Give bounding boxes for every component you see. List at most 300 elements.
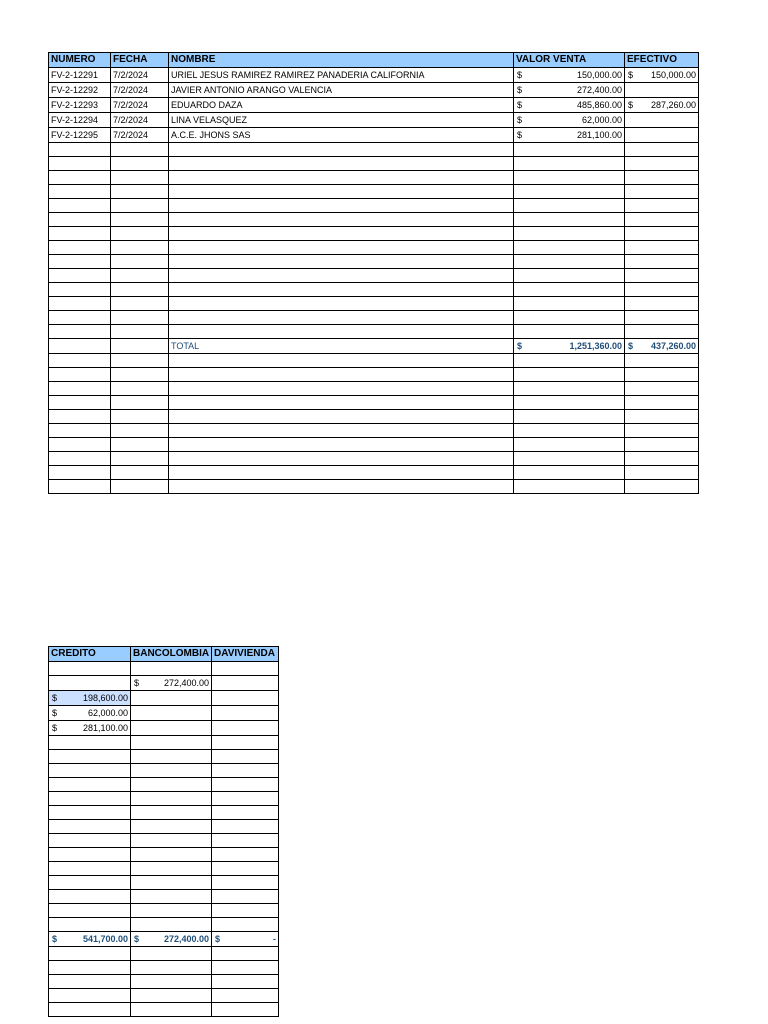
empty-row — [49, 975, 279, 989]
empty-cell[interactable] — [111, 480, 169, 494]
empty-cell[interactable] — [514, 255, 625, 269]
empty-cell[interactable] — [514, 269, 625, 283]
empty-row — [49, 199, 699, 213]
amount-value: 62,000.00 — [87, 708, 128, 718]
currency-symbol: $ — [628, 100, 634, 110]
empty-cell[interactable] — [131, 947, 212, 961]
empty-row — [49, 396, 699, 410]
bancolombia-cell[interactable] — [131, 706, 212, 721]
empty-cell[interactable] — [514, 480, 625, 494]
empty-cell[interactable] — [49, 255, 111, 269]
empty-cell[interactable] — [625, 325, 699, 339]
empty-cell[interactable] — [131, 862, 212, 876]
empty-cell[interactable] — [514, 241, 625, 255]
empty-cell[interactable] — [49, 297, 111, 311]
empty-cell[interactable] — [169, 396, 514, 410]
empty-cell[interactable] — [212, 848, 279, 862]
empty-cell[interactable] — [169, 143, 514, 157]
empty-row — [49, 241, 699, 255]
currency-symbol: $ — [52, 708, 58, 718]
empty-cell[interactable] — [212, 764, 279, 778]
header-davivienda[interactable]: DAVIVIENDA — [212, 647, 279, 662]
empty-cell[interactable] — [49, 241, 111, 255]
empty-cell[interactable] — [625, 311, 699, 325]
valor-venta-cell[interactable] — [514, 113, 625, 128]
numero-cell[interactable]: FV-2-12291 — [49, 68, 111, 83]
total-label[interactable]: TOTAL — [169, 339, 514, 354]
empty-cell[interactable] — [625, 452, 699, 466]
empty-cell[interactable] — [49, 269, 111, 283]
empty-cell[interactable] — [169, 368, 514, 382]
empty-row — [49, 283, 699, 297]
header-credito[interactable]: CREDITO — [49, 647, 131, 662]
empty-cell[interactable] — [169, 269, 514, 283]
amount-value: 272,400.00 — [163, 934, 209, 944]
amount-value: 485,860.00 — [576, 100, 622, 110]
empty-row — [49, 806, 279, 820]
header-nombre[interactable]: NOMBRE — [169, 53, 514, 68]
empty-cell[interactable] — [49, 466, 111, 480]
nombre-cell[interactable]: JAVIER ANTONIO ARANGO VALENCIA — [169, 83, 514, 98]
amount-value: 281,100.00 — [576, 130, 622, 140]
empty-cell[interactable] — [169, 382, 514, 396]
empty-row — [49, 452, 699, 466]
credito-cell[interactable] — [49, 706, 131, 721]
amount-value: 272,400.00 — [163, 678, 209, 688]
empty-cell[interactable] — [212, 736, 279, 750]
table-row — [49, 68, 699, 83]
empty-cell[interactable] — [111, 382, 169, 396]
empty-cell[interactable] — [49, 382, 111, 396]
currency-symbol: $ — [517, 130, 523, 140]
efectivo-cell[interactable] — [625, 83, 699, 98]
empty-cell[interactable] — [514, 227, 625, 241]
empty-cell[interactable] — [212, 834, 279, 848]
empty-cell[interactable] — [49, 424, 111, 438]
empty-cell[interactable] — [49, 736, 131, 750]
empty-cell[interactable] — [625, 199, 699, 213]
credito-cell[interactable] — [49, 721, 131, 736]
empty-cell[interactable] — [169, 410, 514, 424]
empty-row — [49, 325, 699, 339]
currency-symbol: $ — [52, 723, 58, 733]
empty-cell[interactable] — [625, 283, 699, 297]
empty-cell[interactable] — [111, 157, 169, 171]
empty-cell[interactable] — [169, 311, 514, 325]
bancolombia-cell[interactable] — [131, 676, 212, 691]
empty-cell[interactable] — [625, 241, 699, 255]
empty-cell[interactable] — [514, 157, 625, 171]
numero-cell[interactable]: FV-2-12293 — [49, 98, 111, 113]
empty-row — [49, 382, 699, 396]
empty-cell[interactable] — [514, 396, 625, 410]
numero-cell[interactable]: FV-2-12292 — [49, 83, 111, 98]
empty-cell[interactable] — [212, 662, 279, 676]
davivienda-cell[interactable] — [212, 706, 279, 721]
currency-symbol: $ — [628, 70, 634, 80]
empty-row — [49, 947, 279, 961]
sales-table — [48, 52, 699, 494]
empty-cell[interactable] — [49, 185, 111, 199]
amount-value: 150,000.00 — [576, 70, 622, 80]
header-numero[interactable]: NUMERO — [49, 53, 111, 68]
empty-cell[interactable] — [111, 241, 169, 255]
empty-cell[interactable] — [49, 283, 111, 297]
empty-cell[interactable] — [49, 834, 131, 848]
empty-cell[interactable] — [625, 480, 699, 494]
empty-cell[interactable] — [49, 1003, 131, 1017]
empty-cell[interactable] — [49, 764, 131, 778]
empty-cell[interactable] — [169, 438, 514, 452]
empty-cell[interactable] — [169, 227, 514, 241]
empty-row — [49, 255, 699, 269]
empty-cell[interactable] — [131, 989, 212, 1003]
empty-row — [49, 736, 279, 750]
empty-cell[interactable] — [169, 157, 514, 171]
payments-table — [48, 646, 279, 1017]
empty-cell[interactable] — [212, 1003, 279, 1017]
amount-value: 62,000.00 — [581, 115, 622, 125]
empty-cell[interactable] — [625, 213, 699, 227]
empty-cell[interactable] — [111, 354, 169, 368]
numero-cell[interactable]: FV-2-12295 — [49, 128, 111, 143]
header-bancolombia[interactable]: BANCOLOMBIA — [131, 647, 212, 662]
empty-cell[interactable] — [514, 410, 625, 424]
empty-row — [49, 904, 279, 918]
empty-cell[interactable] — [169, 480, 514, 494]
efectivo-cell[interactable] — [625, 113, 699, 128]
table-row — [49, 83, 699, 98]
empty-cell[interactable] — [49, 438, 111, 452]
amount-value: 272,400.00 — [576, 85, 622, 95]
empty-cell[interactable] — [111, 466, 169, 480]
empty-row — [49, 764, 279, 778]
empty-cell[interactable] — [111, 255, 169, 269]
empty-cell[interactable] — [111, 171, 169, 185]
empty-cell[interactable] — [514, 185, 625, 199]
empty-cell[interactable] — [131, 662, 212, 676]
empty-cell[interactable] — [111, 325, 169, 339]
efectivo-cell[interactable] — [625, 68, 699, 83]
empty-cell[interactable] — [131, 834, 212, 848]
valor-venta-cell[interactable] — [514, 98, 625, 113]
currency-symbol: $ — [517, 341, 523, 351]
empty-cell[interactable] — [49, 662, 131, 676]
empty-cell[interactable] — [111, 339, 169, 354]
empty-cell[interactable] — [169, 452, 514, 466]
empty-cell[interactable] — [111, 438, 169, 452]
empty-cell[interactable] — [131, 806, 212, 820]
empty-cell[interactable] — [212, 806, 279, 820]
empty-row — [49, 171, 699, 185]
empty-cell[interactable] — [131, 890, 212, 904]
empty-cell[interactable] — [49, 480, 111, 494]
empty-cell[interactable] — [212, 750, 279, 764]
nombre-cell[interactable]: A.C.E. JHONS SAS — [169, 128, 514, 143]
currency-symbol: $ — [517, 85, 523, 95]
empty-cell[interactable] — [212, 975, 279, 989]
empty-cell[interactable] — [111, 424, 169, 438]
empty-cell[interactable] — [111, 297, 169, 311]
empty-cell[interactable] — [111, 410, 169, 424]
empty-cell[interactable] — [212, 989, 279, 1003]
empty-row — [49, 466, 699, 480]
payments-header-row — [49, 647, 279, 662]
empty-cell[interactable] — [514, 466, 625, 480]
empty-cell[interactable] — [131, 975, 212, 989]
empty-cell[interactable] — [212, 918, 279, 932]
empty-cell[interactable] — [111, 283, 169, 297]
empty-cell[interactable] — [625, 227, 699, 241]
currency-symbol: $ — [215, 934, 221, 944]
credito-cell[interactable] — [49, 676, 131, 691]
empty-cell[interactable] — [169, 466, 514, 480]
empty-cell[interactable] — [625, 382, 699, 396]
empty-cell[interactable] — [169, 255, 514, 269]
currency-symbol: $ — [517, 100, 523, 110]
empty-cell[interactable] — [514, 297, 625, 311]
empty-cell[interactable] — [212, 778, 279, 792]
empty-cell[interactable] — [111, 396, 169, 410]
empty-cell[interactable] — [514, 325, 625, 339]
empty-cell[interactable] — [212, 961, 279, 975]
empty-cell[interactable] — [111, 269, 169, 283]
empty-cell[interactable] — [514, 424, 625, 438]
currency-symbol: $ — [134, 934, 140, 944]
empty-cell[interactable] — [169, 199, 514, 213]
empty-cell[interactable] — [625, 297, 699, 311]
credito-cell[interactable] — [49, 691, 131, 706]
empty-cell[interactable] — [49, 157, 111, 171]
empty-cell[interactable] — [49, 806, 131, 820]
empty-cell[interactable] — [625, 171, 699, 185]
table-row — [49, 721, 279, 736]
empty-cell[interactable] — [169, 241, 514, 255]
empty-cell[interactable] — [111, 199, 169, 213]
empty-cell[interactable] — [514, 283, 625, 297]
empty-row — [49, 354, 699, 368]
empty-cell[interactable] — [625, 157, 699, 171]
empty-cell[interactable] — [625, 368, 699, 382]
empty-row — [49, 876, 279, 890]
empty-cell[interactable] — [131, 820, 212, 834]
empty-cell[interactable] — [625, 396, 699, 410]
empty-cell[interactable] — [212, 820, 279, 834]
empty-cell[interactable] — [49, 199, 111, 213]
empty-cell[interactable] — [169, 185, 514, 199]
empty-row — [49, 269, 699, 283]
empty-cell[interactable] — [625, 466, 699, 480]
nombre-cell[interactable]: LINA VELASQUEZ — [169, 113, 514, 128]
empty-cell[interactable] — [49, 452, 111, 466]
empty-row — [49, 297, 699, 311]
header-valor-venta[interactable]: VALOR VENTA — [514, 53, 625, 68]
empty-cell[interactable] — [514, 143, 625, 157]
empty-cell[interactable] — [111, 368, 169, 382]
empty-cell[interactable] — [514, 382, 625, 396]
total-davivienda[interactable] — [212, 932, 279, 947]
payments-total-row — [49, 932, 279, 947]
fecha-cell[interactable]: 7/2/2024 — [111, 98, 169, 113]
nombre-cell[interactable]: EDUARDO DAZA — [169, 98, 514, 113]
empty-cell[interactable] — [49, 778, 131, 792]
empty-row — [49, 778, 279, 792]
empty-cell[interactable] — [212, 890, 279, 904]
empty-cell[interactable] — [212, 792, 279, 806]
davivienda-cell[interactable] — [212, 691, 279, 706]
empty-cell[interactable] — [49, 227, 111, 241]
total-efectivo[interactable] — [625, 339, 699, 354]
header-fecha[interactable]: FECHA — [111, 53, 169, 68]
empty-cell[interactable] — [111, 185, 169, 199]
total-bancolombia[interactable] — [131, 932, 212, 947]
empty-cell[interactable] — [49, 918, 131, 932]
fecha-cell[interactable]: 7/2/2024 — [111, 113, 169, 128]
empty-cell[interactable] — [625, 143, 699, 157]
empty-cell[interactable] — [49, 975, 131, 989]
empty-cell[interactable] — [169, 213, 514, 227]
fecha-cell[interactable]: 7/2/2024 — [111, 68, 169, 83]
table-row — [49, 691, 279, 706]
efectivo-cell[interactable] — [625, 98, 699, 113]
empty-cell[interactable] — [49, 820, 131, 834]
empty-cell[interactable] — [625, 255, 699, 269]
empty-cell[interactable] — [49, 876, 131, 890]
empty-cell[interactable] — [212, 904, 279, 918]
total-valor-venta[interactable] — [514, 339, 625, 354]
empty-cell[interactable] — [131, 736, 212, 750]
empty-cell[interactable] — [111, 311, 169, 325]
empty-cell[interactable] — [49, 213, 111, 227]
empty-cell[interactable] — [49, 947, 131, 961]
empty-row — [49, 157, 699, 171]
empty-cell[interactable] — [111, 143, 169, 157]
empty-cell[interactable] — [212, 876, 279, 890]
numero-cell[interactable]: FV-2-12294 — [49, 113, 111, 128]
empty-cell[interactable] — [514, 452, 625, 466]
empty-row — [49, 662, 279, 676]
empty-cell[interactable] — [212, 862, 279, 876]
empty-cell[interactable] — [625, 185, 699, 199]
empty-cell[interactable] — [625, 424, 699, 438]
empty-row — [49, 213, 699, 227]
empty-cell[interactable] — [131, 904, 212, 918]
empty-cell[interactable] — [514, 368, 625, 382]
empty-cell[interactable] — [49, 890, 131, 904]
empty-row — [49, 311, 699, 325]
empty-cell[interactable] — [49, 862, 131, 876]
valor-venta-cell[interactable] — [514, 83, 625, 98]
fecha-cell[interactable]: 7/2/2024 — [111, 83, 169, 98]
currency-symbol: $ — [517, 70, 523, 80]
empty-row — [49, 820, 279, 834]
empty-cell[interactable] — [49, 311, 111, 325]
empty-cell[interactable] — [49, 792, 131, 806]
davivienda-cell[interactable] — [212, 676, 279, 691]
empty-cell[interactable] — [49, 339, 111, 354]
empty-cell[interactable] — [131, 764, 212, 778]
empty-cell[interactable] — [49, 368, 111, 382]
empty-cell[interactable] — [111, 213, 169, 227]
currency-symbol: $ — [52, 934, 58, 944]
empty-row — [49, 1003, 279, 1017]
empty-cell[interactable] — [49, 143, 111, 157]
currency-symbol: $ — [628, 341, 634, 351]
sales-header-row — [49, 53, 699, 68]
currency-symbol: $ — [517, 115, 523, 125]
nombre-cell[interactable]: URIEL JESUS RAMIREZ RAMIREZ PANADERIA CALIFORNIA — [169, 68, 514, 83]
empty-row — [49, 989, 279, 1003]
empty-cell[interactable] — [514, 171, 625, 185]
header-efectivo[interactable]: EFECTIVO — [625, 53, 699, 68]
empty-cell[interactable] — [49, 171, 111, 185]
empty-row — [49, 848, 279, 862]
empty-cell[interactable] — [169, 297, 514, 311]
empty-cell[interactable] — [49, 848, 131, 862]
empty-cell[interactable] — [131, 848, 212, 862]
empty-cell[interactable] — [131, 918, 212, 932]
empty-cell[interactable] — [49, 904, 131, 918]
empty-cell[interactable] — [625, 410, 699, 424]
empty-cell[interactable] — [131, 961, 212, 975]
empty-row — [49, 750, 279, 764]
bancolombia-cell[interactable] — [131, 691, 212, 706]
empty-cell[interactable] — [625, 269, 699, 283]
empty-cell[interactable] — [49, 750, 131, 764]
currency-symbol: $ — [134, 678, 140, 688]
empty-cell[interactable] — [111, 227, 169, 241]
empty-cell[interactable] — [49, 325, 111, 339]
empty-cell[interactable] — [131, 876, 212, 890]
total-credito[interactable] — [49, 932, 131, 947]
empty-cell[interactable] — [49, 961, 131, 975]
empty-cell[interactable] — [111, 452, 169, 466]
empty-cell[interactable] — [212, 947, 279, 961]
davivienda-cell[interactable] — [212, 721, 279, 736]
empty-cell[interactable] — [49, 410, 111, 424]
empty-cell[interactable] — [131, 1003, 212, 1017]
efectivo-cell[interactable] — [625, 128, 699, 143]
empty-cell[interactable] — [625, 354, 699, 368]
empty-cell[interactable] — [169, 424, 514, 438]
empty-cell[interactable] — [49, 354, 111, 368]
empty-cell[interactable] — [625, 438, 699, 452]
amount-value: 281,100.00 — [82, 723, 128, 733]
empty-cell[interactable] — [514, 311, 625, 325]
empty-cell[interactable] — [169, 325, 514, 339]
empty-cell[interactable] — [514, 213, 625, 227]
empty-cell[interactable] — [169, 283, 514, 297]
table-row — [49, 706, 279, 721]
empty-cell[interactable] — [169, 171, 514, 185]
empty-cell[interactable] — [514, 438, 625, 452]
empty-cell[interactable] — [169, 354, 514, 368]
table-row — [49, 128, 699, 143]
empty-cell[interactable] — [131, 792, 212, 806]
table-row — [49, 98, 699, 113]
valor-venta-cell[interactable] — [514, 128, 625, 143]
empty-cell[interactable] — [131, 750, 212, 764]
empty-cell[interactable] — [131, 778, 212, 792]
empty-cell[interactable] — [514, 199, 625, 213]
fecha-cell[interactable]: 7/2/2024 — [111, 128, 169, 143]
valor-venta-cell[interactable] — [514, 68, 625, 83]
empty-cell[interactable] — [49, 396, 111, 410]
empty-cell[interactable] — [514, 354, 625, 368]
bancolombia-cell[interactable] — [131, 721, 212, 736]
empty-cell[interactable] — [49, 989, 131, 1003]
empty-row — [49, 480, 699, 494]
